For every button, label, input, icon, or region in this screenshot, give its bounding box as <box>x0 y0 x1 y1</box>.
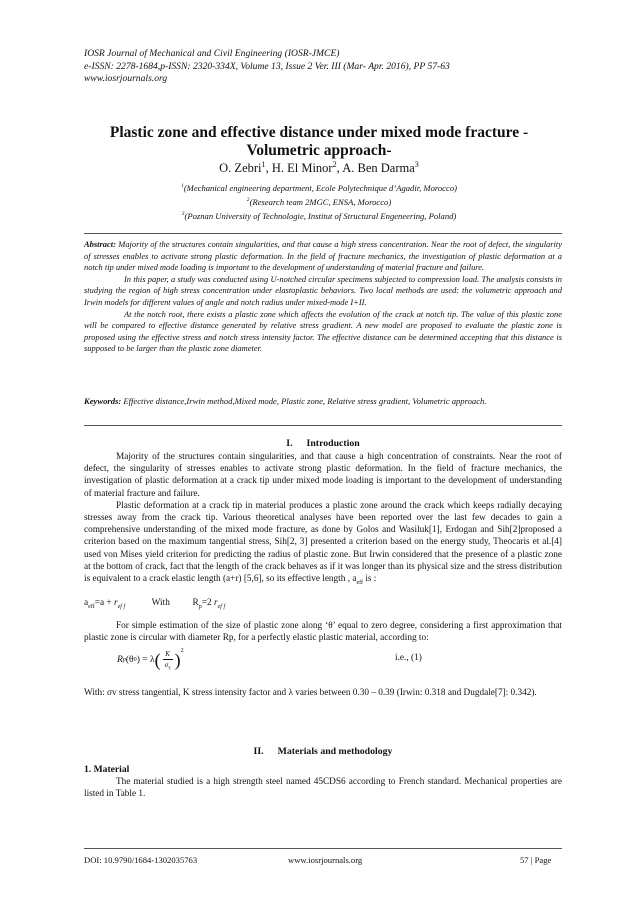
issn-line: e-ISSN: 2278-1684,p-ISSN: 2320-334X, Volume 13, Issue 2 Ver. III (Mar- Apr. 2016), PP 57-63 <box>84 60 450 72</box>
journal-website: www.iosrjournals.org <box>84 73 168 85</box>
equation-1-ref: i.e., (1) <box>395 653 422 663</box>
footer-page-number: 57 | Page <box>520 855 552 865</box>
abstract-p3: At the notch root, there exists a plastic zone which affects the evolution of the crack at notch tip. The value of this plastic zone will be compared to effective distance generated by relative stress gradient. A new model are proposed to evaluate the plastic zone is proposed using the effective stress and notch stress intensity factor. The effective distance can be determined accepting that this distance is supposed to be larger than the plastic zone diameter. <box>84 308 562 354</box>
intro-p2: Plastic deformation at a crack tip in material produces a plastic zone around the crack which keeps radially decaying stresses away from the crack tip. Various theoretical analyses have been reported over the last few decades to gain a comprehensive understanding of the mixed mode fracture, as done by Golos and Wasiluk[1], Erdogan and Sih[2]proposed a criterion based on the maximum tangential stress, Sih[2, 3] presented a criterion based on the energy study, Theocaris et al.[4] used von Mises yield criterion for predicting the radius of plastic zone. But Irwin considered that the presence of a plastic zone at the bottom of crack, fact that the length of the crack behaves as if it was longer than its physical size and the stress distribution is equivalent to a crack elastic length (a+r) [5,6], so its effective length , $a_{eff}$ is : <box>84 500 562 586</box>
right-paren: ) <box>174 650 181 671</box>
section-1-number: I. <box>286 438 293 449</box>
abstract-label: Abstract: <box>84 239 116 249</box>
keywords-label: Keywords: <box>84 396 122 406</box>
journal-header <box>84 48 564 86</box>
author-2-sup: 2 <box>332 160 337 169</box>
authors <box>70 160 568 176</box>
fraction-bar <box>163 659 173 660</box>
intro-p4: With: σv stress tangential, K stress intensity factor and λ varies between 0.30 – 0.39 (Irwin: 0.318 and Dugdale[7]: 0.342). <box>84 688 537 698</box>
footer-doi: DOI: 10.9790/1684-1302035763 <box>84 855 198 865</box>
abstract-p1: Majority of the structures contain singularities, and that cause a high stress concentration. Near the root of defect, the singularity of stresses enables to activate strong plastic deformation. In the field of fracture mechanics, the investigation of plastic deformation at a notch tip under mixed mode loading is important to the development of understanding of material fracture and failure. <box>84 239 562 273</box>
journal-name: IOSR Journal of Mechanical and Civil Engineering (IOSR-JMCE) <box>84 48 340 59</box>
equation-1: R p (θ 0 ) = λ ( $\frac{K}{\sigma_Y}$ ) 2 <box>117 648 184 671</box>
author-3: , A. Ben Darma <box>336 161 415 176</box>
keywords <box>84 395 562 407</box>
author-1-sup: 1 <box>261 160 266 169</box>
divider-bottom <box>84 425 562 426</box>
section-1-body <box>84 451 562 589</box>
keywords-text: Effective distance,Irwin method,Mixed mode, Plastic zone, Relative stress gradient, Volumetric approach. <box>121 396 487 406</box>
material-p1: The material studied is a high strength steel named 45CDS6 according to French standard. Mechanical properties are listed in Table 1. <box>84 777 562 800</box>
fraction: $\frac{K}{\sigma_Y}$ <box>163 650 173 670</box>
left-paren: ( <box>154 650 161 671</box>
author-2: , H. El Minor <box>265 161 333 176</box>
abstract <box>84 239 562 355</box>
section-1-title: Introduction <box>306 438 360 449</box>
subsection-material: 1. Material <box>84 764 130 775</box>
affiliation-2: $^2$(Research team 2MGC, ENSA, Morocco) <box>246 197 392 207</box>
effective-length-formula: $a_{eff}=a + r_{ef f}$ With $R_p=2$ $r_{ef f}$ <box>84 598 226 610</box>
section-2-number: II. <box>253 746 264 757</box>
title-line-1: Plastic zone and effective distance under mixed mode fracture - <box>109 124 529 141</box>
section-2-heading <box>84 746 562 757</box>
abstract-p2: In this paper, a study was conducted using U-notched circular specimens subjected to compression load. The analysis consists in studying the region of high stress concentration under elastoplastic behaviors. Two local methods are used: the volumetric approach and Irwin models for different values of angle and notch radius under mixed-mode I+II. <box>84 273 562 307</box>
intro-p3-block <box>84 620 562 644</box>
section-1-heading <box>84 438 562 449</box>
title-line-2: Volumetric approach- <box>246 142 392 159</box>
affiliation-3: $^3$(Poznan University of Technologie, Institut of Structural Engeneering, Poland) <box>181 211 457 221</box>
affiliation-1: $^1$(Mechanical engineering department, Ecole Polytechnique d’Agadir, Morocco) <box>181 183 457 193</box>
paper-title <box>70 124 568 160</box>
intro-p3: For simple estimation of the size of plastic zone along ‘θ’ equal to zero degree, considering a first approximation that plastic zone is circular with diameter Rp, for a perfectly elastic plastic material, according to: <box>84 621 562 644</box>
author-1: O. Zebri <box>219 161 262 176</box>
footer-website: www.iosrjournals.org <box>288 855 363 865</box>
author-3-sup: 3 <box>414 160 419 169</box>
section-2-title: Materials and methodology <box>277 746 393 757</box>
intro-p1: Majority of the structures contain singularities, and that cause a high concentration of constraints. Near the root of defect, the singularity of stresses enables to activate strong plastic deformation. In the field of fracture mechanics, the investigation of plastic deformation at a crack tip under mixed mode loading is important to the development of understanding of material fracture and failure. <box>84 452 562 499</box>
section-2-body <box>84 776 562 800</box>
divider-top <box>84 233 562 234</box>
intro-p4-block <box>84 687 562 699</box>
footer-divider <box>84 848 562 849</box>
